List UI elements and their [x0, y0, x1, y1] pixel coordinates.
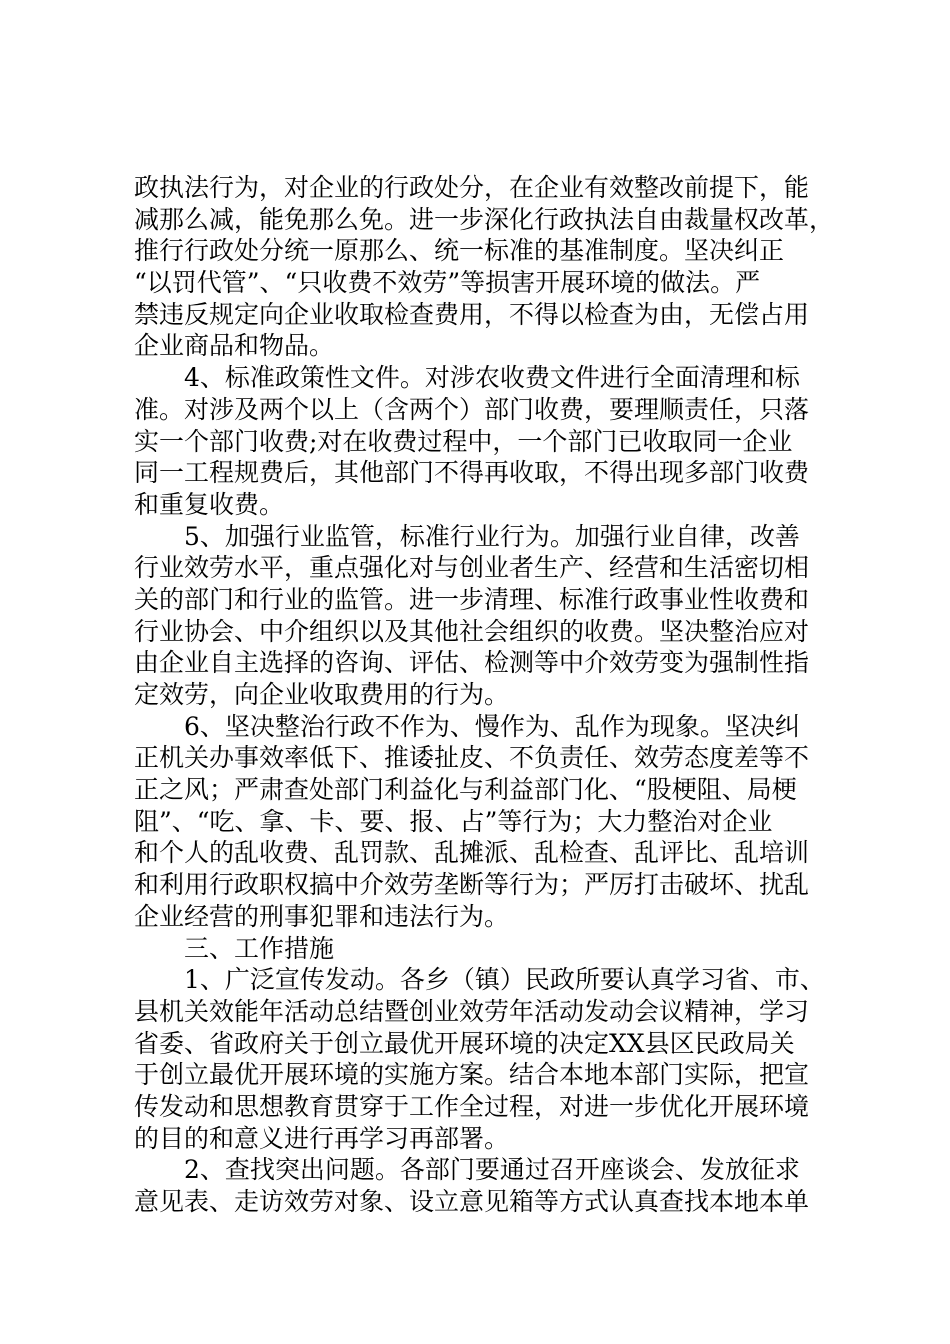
text-line: 行业协会、中介组织以及其他社会组织的收费。坚决整治应对 — [134, 616, 810, 646]
text-line: 5、加强行业监管，标准行业行为。加强行业自律，改善 — [184, 521, 800, 551]
text-line: 的目的和意义进行再学习再部署。 — [134, 1123, 510, 1153]
text-line: 正之风；严肃查处部门利益化与利益部门化、“股梗阻、局梗 — [134, 775, 797, 805]
text-line: 阻”、“吃、拿、卡、要、报、占”等行为；大力整治对企业 — [134, 806, 773, 836]
text-line: 政执法行为，对企业的行政处分，在企业有效整改前提下，能 — [134, 173, 810, 202]
text-line: 三、工作措施 — [184, 933, 335, 963]
text-line: 于创立最优开展环境的实施方案。结合本地本部门实际，把宣 — [134, 1060, 810, 1090]
text-line: 由企业自主选择的咨询、评估、检测等中介效劳变为强制性指 — [134, 648, 810, 678]
text-line: 6、坚决整治行政不作为、慢作为、乱作为现象。坚决纠 — [184, 711, 800, 741]
text-line: 和个人的乱收费、乱罚款、乱摊派、乱检查、乱评比、乱培训 — [134, 838, 810, 868]
text-line: 省委、省政府关于创立最优开展环境的决定XX县区民政局关 — [134, 1028, 795, 1058]
text-line: 1、广泛宣传发动。各乡（镇）民政所要认真学习省、市、 — [184, 965, 825, 995]
text-line: 传发动和思想教育贯穿于工作全过程，对进一步优化开展环境 — [134, 1091, 810, 1121]
text-line: 准。对涉及两个以上（含两个）部门收费，要理顺责任，只落 — [134, 394, 810, 424]
text-line: 行业效劳水平，重点强化对与创业者生产、经营和生活密切相 — [134, 553, 810, 583]
text-line: 推行行政处分统一原那么、统一标准的基准制度。坚决纠正 — [134, 236, 785, 266]
text-line: 和重复收费。 — [134, 489, 285, 519]
text-line: 和利用行政职权搞中介效劳垄断等行为；严厉打击破坏、扰乱 — [134, 870, 810, 900]
text-line: 定效劳，向企业收取费用的行为。 — [134, 680, 510, 709]
text-line: 县机关效能年活动总结暨创业效劳年活动发动会议精神，学习 — [134, 996, 810, 1026]
text-line: 同一工程规费后，其他部门不得再收取，不得出现多部门收费 — [134, 458, 810, 488]
text-line: 关的部门和行业的监管。进一步清理、标准行政事业性收费和 — [134, 584, 810, 614]
text-line: 意见表、走访效劳对象、设立意见箱等方式认真查找本地本单 — [134, 1187, 810, 1216]
text-line: 2、查找突出问题。各部门要通过召开座谈会、发放征求 — [184, 1155, 800, 1185]
text-line: 禁违反规定向企业收取检查费用，不得以检查为由，无偿占用 — [134, 299, 810, 329]
text-line: “以罚代管”、“只收费不效劳”等损害开展环境的做法。严 — [134, 268, 761, 298]
text-line: 企业商品和物品。 — [134, 331, 335, 361]
text-line: 企业经营的刑事犯罪和违法行为。 — [134, 901, 510, 931]
text-line: 实一个部门收费;对在收费过程中，一个部门已收取同一企业 — [134, 426, 793, 456]
text-line: 正机关办事效率低下、推诿扯皮、不负责任、效劳态度差等不 — [134, 743, 810, 773]
document-body — [134, 172, 835, 1218]
text-line: 4、标准政策性文件。对涉农收费文件进行全面清理和标 — [184, 363, 800, 393]
text-line: 减那么减，能免那么免。进一步深化行政执法自由裁量权改革， — [134, 204, 835, 234]
